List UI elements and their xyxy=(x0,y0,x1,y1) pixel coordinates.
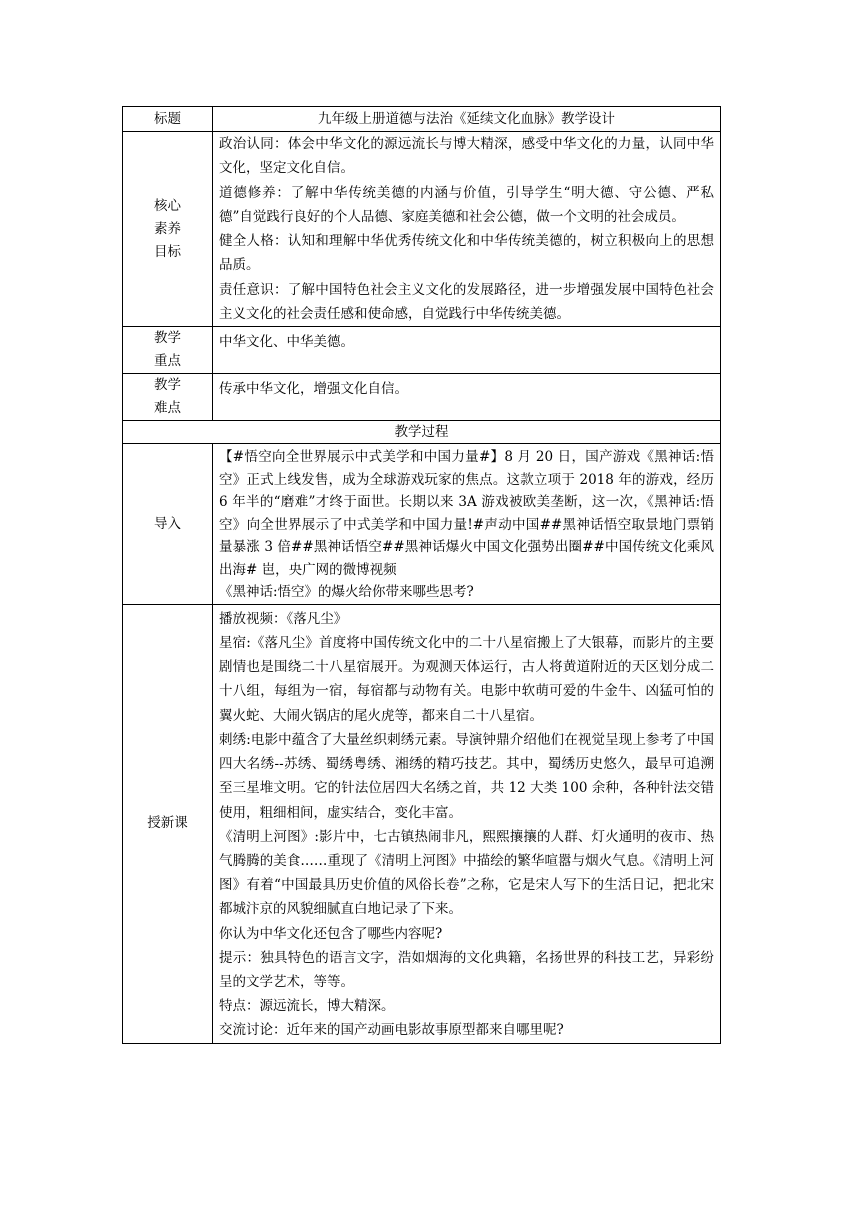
goals-content xyxy=(213,132,721,327)
new-lesson-paragraph: 特点：源远流长，博大精深。 xyxy=(219,998,395,1015)
new-lesson-paragraph: 星宿:《落凡尘》首度将中国传统文化中的二十八星宿搬上了大银幕，而影片的主要剧情也是围绕二十八星宿展开。为观测天体运行，古人将黄道附近的天区划分成二十八组，每组为一宿，每宿都与动物有关。电影中软萌可爱的牛金牛、凶猛可怕的翼火蛇、大闹火锅店的尾火虎等，都来自二十八星宿。 xyxy=(219,635,714,724)
new-lesson-paragraph: 播放视频：《落凡尘》 xyxy=(219,610,348,627)
new-lesson-paragraph: 交流讨论：近年来的国产动画电影故事原型都来自哪里呢? xyxy=(219,1022,564,1039)
difficulties-label xyxy=(123,374,213,421)
goal-political: 政治认同：体会中华文化的源远流长与博大精深，感受中华文化的力量，认同中华文化，坚定文化自信。 xyxy=(219,136,714,177)
intro-question: 《黑神话:悟空》的爆火给你带来哪些思考? xyxy=(219,584,474,601)
lesson-plan-table xyxy=(122,106,721,1044)
goals-label-line: 核心 xyxy=(154,197,181,214)
intro-row xyxy=(123,444,721,605)
goals-label-line: 目标 xyxy=(154,243,181,260)
intro-paragraph: 【#悟空向全世界展示中式美学和中国力量#】8 月 20 日，国产游戏《黑神话:悟空》正式上线发售，成为全球游戏玩家的焦点。这款立项于 2018 年的游戏，经历 6 年半的“磨难”才终于面世。长期以来 3A 游戏被欧美垄断，这一次，《黑神话:悟空》向全世界展示了中式美学和中国力量!#声动中国##黑神话悟空取景地门票销量暴涨 3 倍##黑神话悟空##黑神话爆火中国文化强势出圈##中国传统文化乘风出海# 岜，央广网的微博视频 xyxy=(219,449,714,578)
key-points-row xyxy=(123,327,721,374)
title-row xyxy=(123,107,721,132)
goal-responsibility: 责任意识：了解中国特色社会主义文化的发展路径，进一步增强发展中国特色社会主义文化的社会责任感和使命感，自觉践行中华传统美德。 xyxy=(219,281,714,323)
goals-label-line: 素养 xyxy=(154,220,181,237)
process-header: 教学过程 xyxy=(123,421,721,444)
new-lesson-paragraph: 《清明上河图》:影片中，七古镇热闹非凡，熙熙攘攘的人群、灯火通明的夜市、热气腾腾的美食……重现了《清明上河图》中描绘的繁华喧嚣与烟火气息。《清明上河图》有着“中国最具历史价值的风俗长卷”之称，它是宋人写下的生活日记，把北宋都城汴京的风貌细腻直白地记录了下来。 xyxy=(219,828,714,918)
goal-personality: 健全人格：认知和理解中华优秀传统文化和中华传统美德的，树立积极向上的思想品质。 xyxy=(219,233,714,274)
difficulties-row xyxy=(123,374,721,421)
title-label: 标题 xyxy=(123,107,213,132)
difficulties-content: 传承中华文化，增强文化自信。 xyxy=(213,374,721,421)
key-points-label-line: 重点 xyxy=(154,353,181,370)
process-header-row xyxy=(123,421,721,444)
new-lesson-row xyxy=(123,604,721,1043)
difficulties-label-line: 难点 xyxy=(154,400,181,417)
goals-row xyxy=(123,132,721,327)
intro-label: 导入 xyxy=(123,444,213,605)
key-points-label xyxy=(123,327,213,374)
new-lesson-label: 授新课 xyxy=(123,604,213,1043)
new-lesson-paragraph: 刺绣:电影中蕴含了大量丝织刺绣元素。导演钟鼎介绍他们在视觉呈现上参考了中国四大名绣--苏绣、蜀绣粤绣、湘绣的精巧技艺。其中，蜀绣历史悠久，最早可追溯至三星堆文明。它的针法位居四大名绣之首，共 12 大类 100 余种，各种针法交错使用，粗细相间，虚实结合，变化丰富。 xyxy=(219,731,714,821)
goal-moral: 道德修养：了解中华传统美德的内涵与价值，引导学生“明大德、守公德、严私德”自觉践行良好的个人品德、家庭美德和社会公德，做一个文明的社会成员。 xyxy=(219,184,714,225)
new-lesson-paragraph: 提示：独具特色的语言文字，浩如烟海的文化典籍，名扬世界的科技工艺，异彩纷呈的文学艺术，等等。 xyxy=(219,949,714,990)
document-title: 九年级上册道德与法治《延续文化血脉》教学设计 xyxy=(213,107,721,132)
new-lesson-content xyxy=(213,604,721,1043)
goals-label xyxy=(123,132,213,327)
new-lesson-paragraph: 你认为中华文化还包含了哪些内容呢? xyxy=(219,925,443,942)
key-points-content: 中华文化、中华美德。 xyxy=(213,327,721,374)
key-points-label-line: 教学 xyxy=(154,330,181,347)
intro-content xyxy=(213,444,721,605)
difficulties-label-line: 教学 xyxy=(154,377,181,394)
